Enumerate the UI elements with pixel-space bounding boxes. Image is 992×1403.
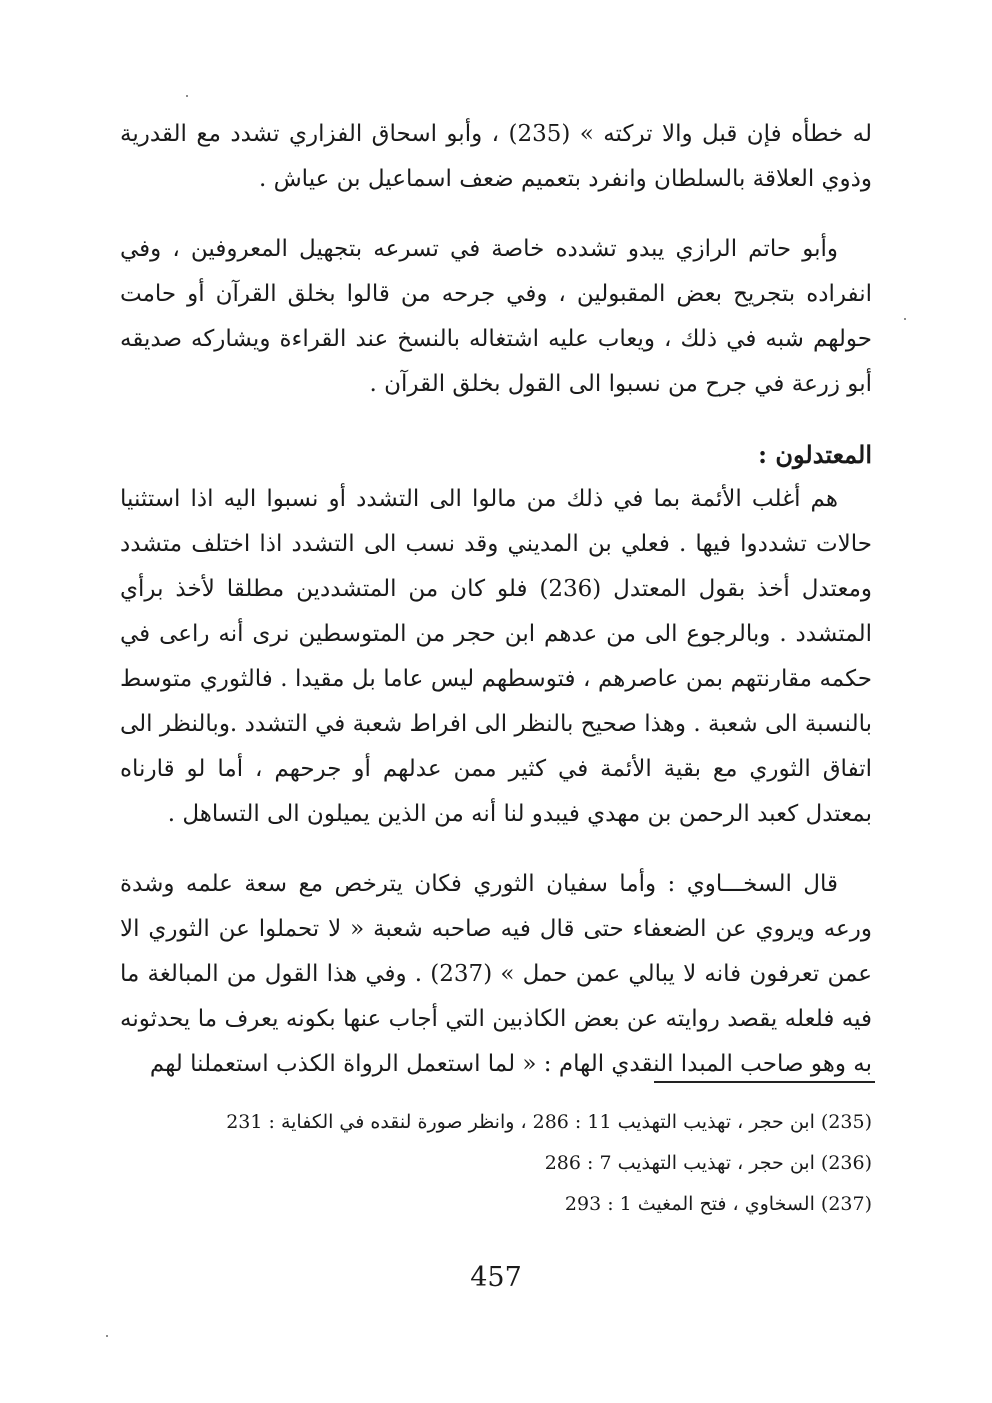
footnote-237: (237) السخاوي ، فتح المغيث 1 : 293 — [564, 1193, 872, 1215]
paragraph-1: له خطأه فإن قبل والا تركته » (235) ، وأبو اسحاق الفزاري تشدد مع القدرية وذوي العلاقة بالسلطان وانفرد بتعميم ضعف اسماعيل بن عياش . — [120, 121, 872, 192]
footnotes — [120, 1102, 872, 1225]
page-number: 457 — [470, 1262, 522, 1293]
main-text — [120, 112, 872, 1112]
scan-speck — [904, 318, 906, 320]
scan-speck — [186, 95, 188, 97]
scan-speck — [106, 1335, 108, 1337]
footnote-235: (235) ابن حجر ، تهذيب التهذيب 11 : 286 ، وانظر صورة لنقده في الكفاية : 231 — [226, 1111, 872, 1133]
section-heading: المعتدلون : — [758, 440, 872, 469]
paragraph-3: هم أغلب الأئمة بما في ذلك من مالوا الى التشدد أو نسبوا اليه اذا استثنيا حالات تشددوا فيها . فعلي بن المديني وقد نسب الى التشدد اذا اختلف متشدد ومعتدل أخذ بقول المعتدل (236) فلو كان من المتشددين مطلقا لأخذ برأي المتشدد . وبالرجوع الى من عدهم ابن حجر من المتوسطين نرى أنه راعى في حكمه مقارنتهم بمن عاصرهم ، فتوسطهم ليس عاما بل مقيدا . فالثوري متوسط بالنسبة الى شعبة . وهذا صحيح بالنظر الى افراط شعبة في التشدد .وبالنظر الى اتفاق الثوري مع بقية الأئمة في كثير ممن عدلهم أو جرحهم ، أما لو قارناه بمعتدل كعبد الرحمن بن مهدي فيبدو لنا أنه من الذين يميلون الى التساهل . — [120, 486, 872, 827]
paragraph-4: قال السخـــاوي : وأما سفيان الثوري فكان يترخص مع سعة علمه وشدة ورعه ويروي عن الضعفاء حتى قال فيه صاحبه شعبة « لا تحملوا عن الثوري الا عمن تعرفون فانه لا يبالي عمن حمل » (237) . وفي هذا القول من المبالغة ما فيه فلعله يقصد روايته عن بعض الكاذبين التي أجاب عنها بكونه يعرف ما يحدثونه به وهو صاحب المبدا النقدي الهام : « لما استعمل الرواة الكذب استعملنا لهم — [120, 871, 873, 1077]
footnote-divider — [654, 1081, 875, 1083]
footnote-236: (236) ابن حجر ، تهذيب التهذيب 7 : 286 — [544, 1152, 872, 1174]
paragraph-2: وأبو حاتم الرازي يبدو تشدده خاصة في تسرعه بتجهيل المعروفين ، وفي انفراده بتجريح بعض المقبولين ، وفي جرحه من قالوا بخلق القرآن أو حامت حولهم شبه في ذلك ، ويعاب عليه اشتغاله بالنسخ عند القراءة ويشاركه صديقه أبو زرعة في جرح من نسبوا الى القول بخلق القرآن . — [120, 236, 872, 397]
